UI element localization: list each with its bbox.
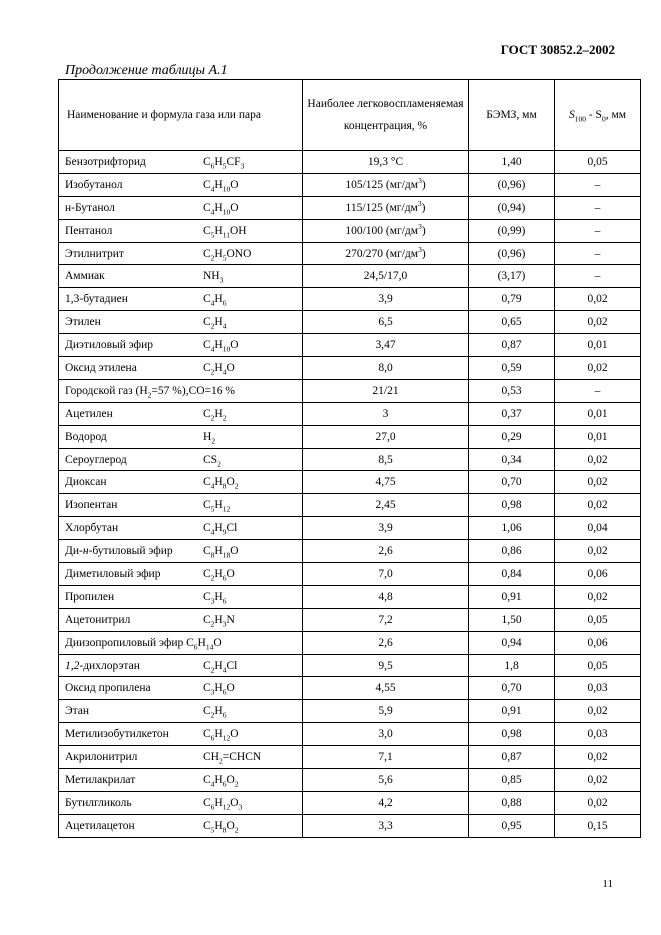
gas-name: Диэтиловый эфир: [65, 339, 154, 352]
bemz-cell: 0,95: [469, 814, 555, 837]
concentration-cell: 4,75: [303, 471, 469, 494]
bemz-cell: 0,79: [469, 288, 555, 311]
gas-name: Оксид этилена: [65, 361, 137, 374]
gas-name: Метилизобутилкетон: [65, 728, 169, 741]
s-difference-cell: –: [555, 173, 641, 196]
gas-formula: $C_6H_{12}O$: [203, 728, 239, 743]
gas-name-formula-cell: [59, 265, 303, 288]
bemz-cell: 0,37: [469, 402, 555, 425]
s-difference-cell: 0,02: [555, 288, 641, 311]
gas-name-formula-cell: [59, 196, 303, 219]
gas-name-formula-cell: [59, 151, 303, 174]
s-difference-cell: 0,06: [555, 631, 641, 654]
bemz-cell: 0,94: [469, 631, 555, 654]
bemz-cell: 0,98: [469, 494, 555, 517]
gas-name: Ацетилен: [65, 407, 113, 420]
document-code: ГОСТ 30852.2–2002: [500, 42, 615, 57]
gas-formula: $C_6H_{12}O_3$: [203, 796, 243, 812]
concentration-cell: 4,8: [303, 585, 469, 608]
gas-name: Ацетонитрил: [65, 613, 131, 626]
gas-formula: $C_4H_{10}O$: [203, 178, 239, 194]
s-difference-cell: 0,02: [555, 471, 641, 494]
gas-formula: $C_4H_9Cl$: [203, 522, 238, 537]
gas-name: Сероуглерод: [65, 453, 127, 466]
s-subscript-100: 100: [574, 114, 586, 124]
gas-name-formula-cell: [59, 723, 303, 746]
gas-name-formula-cell: [59, 173, 303, 196]
concentration-cell: 27,0: [303, 425, 469, 448]
s-difference-cell: 0,02: [555, 791, 641, 814]
concentration-cell: 2,6: [303, 540, 469, 563]
gas-name: Диметиловый эфир: [65, 567, 161, 580]
s-difference-cell: 0,03: [555, 677, 641, 700]
s-difference-cell: 0,02: [555, 311, 641, 334]
gas-formula: $C_4H_6$: [203, 293, 227, 308]
gas-formula: $CS_2$: [203, 453, 221, 468]
concentration-cell: 5,6: [303, 769, 469, 792]
header-name-formula: Наименование и формула газа или пара: [59, 80, 303, 151]
gas-formula: $C_4H_8O_2$: [203, 476, 239, 491]
gas-name-formula-cell: [59, 608, 303, 631]
gas-formula: $C_6H_5CF_3$: [203, 155, 245, 171]
gas-name: Этилен: [65, 316, 101, 329]
table-row: [59, 219, 641, 242]
bemz-cell: 0,85: [469, 769, 555, 792]
table-row: [59, 494, 641, 517]
table-row: [59, 517, 641, 540]
table-row: [59, 700, 641, 723]
gas-name-formula-cell: [59, 402, 303, 425]
table-row: [59, 631, 641, 654]
bemz-cell: (0,94): [469, 196, 555, 219]
bemz-cell: 0,91: [469, 585, 555, 608]
s-difference-cell: 0,05: [555, 654, 641, 677]
bemz-cell: 0,34: [469, 448, 555, 471]
bemz-cell: 0,91: [469, 700, 555, 723]
table-row: [59, 288, 641, 311]
concentration-cell: 115/125 $(мг/дм^3)$: [303, 196, 469, 219]
gas-name-formula-cell: [59, 219, 303, 242]
concentration-cell: 19,3 °C: [303, 151, 469, 174]
concentration-cell: 5,9: [303, 700, 469, 723]
header-bemz: БЭМЗ, мм: [469, 80, 555, 151]
s-difference-cell: 0,01: [555, 425, 641, 448]
s-difference-cell: 0,02: [555, 585, 641, 608]
s-subscript-0: 0: [601, 114, 606, 124]
gas-name-formula-cell: [59, 563, 303, 586]
s-difference-cell: –: [555, 265, 641, 288]
bemz-cell: 0,88: [469, 791, 555, 814]
table-row: [59, 791, 641, 814]
s-difference-cell: 0,01: [555, 402, 641, 425]
concentration-cell: 21/21: [303, 379, 469, 402]
s-difference-cell: 0,02: [555, 540, 641, 563]
concentration-cell: 6,5: [303, 311, 469, 334]
gas-name: Бензотрифторид: [65, 155, 146, 168]
s-difference-cell: 0,04: [555, 517, 641, 540]
bemz-cell: 0,87: [469, 746, 555, 769]
s-difference-cell: 0,02: [555, 700, 641, 723]
gas-name: Диоксан: [65, 476, 107, 489]
concentration-cell: 3,47: [303, 334, 469, 357]
gas-formula: $C_2H_2$: [203, 407, 227, 423]
concentration-cell: 3,3: [303, 814, 469, 837]
s-separator: - S: [585, 109, 602, 121]
concentration-cell: 2,6: [303, 631, 469, 654]
bemz-cell: 0,86: [469, 540, 555, 563]
gas-name-formula-cell: [59, 585, 303, 608]
gas-name: 1,2-дихлорэтан: [65, 659, 140, 672]
gas-formula: $C_4H_{10}O$: [203, 339, 239, 354]
bemz-cell: (0,96): [469, 173, 555, 196]
gas-formula: $C_5H_{11}OH$: [203, 224, 247, 239]
concentration-cell: 24,5/17,0: [303, 265, 469, 288]
concentration-cell: 2,45: [303, 494, 469, 517]
table-row: [59, 357, 641, 380]
s-difference-cell: 0,02: [555, 448, 641, 471]
gas-formula: $C_2H_4$: [203, 316, 227, 331]
gas-name-formula-cell: [59, 288, 303, 311]
gas-formula: $C_5H_{12}$: [203, 499, 231, 514]
table-row: [59, 151, 641, 174]
table-row: [59, 448, 641, 471]
gas-name-formula-cell: [59, 631, 303, 654]
bemz-cell: 1,40: [469, 151, 555, 174]
gas-formula: $C_4H_6O_2$: [203, 773, 239, 789]
gas-name-formula-cell: [59, 334, 303, 357]
bemz-cell: 0,98: [469, 723, 555, 746]
gas-name-formula-cell: [59, 311, 303, 334]
bemz-cell: 0,59: [469, 357, 555, 380]
gas-formula: $C_2H_6O$: [203, 567, 235, 583]
s-difference-cell: 0,15: [555, 814, 641, 837]
table-row: [59, 265, 641, 288]
gas-name: Этан: [65, 705, 90, 718]
concentration-cell: 105/125 $(мг/дм^3)$: [303, 173, 469, 196]
table-row: [59, 196, 641, 219]
gas-formula: $CH_2=CHCN$: [203, 751, 262, 766]
concentration-cell: 3: [303, 402, 469, 425]
gas-name-formula-cell: [59, 425, 303, 448]
s-unit: , мм: [605, 109, 627, 121]
concentration-cell: 3,0: [303, 723, 469, 746]
concentration-cell: 3,9: [303, 288, 469, 311]
gas-name-formula-cell: [59, 746, 303, 769]
gas-name: Ди-н-бутиловый эфир: [65, 545, 173, 558]
gas-formula: $C_2H_4Cl$: [203, 659, 238, 674]
gas-properties-table: [58, 79, 641, 838]
gas-name-formula-cell: [59, 540, 303, 563]
gas-name: Изобутанол: [65, 178, 123, 191]
s-difference-cell: –: [555, 219, 641, 242]
table-row: [59, 769, 641, 792]
gas-name-formula-cell: [59, 700, 303, 723]
gas-name-formula-cell: [59, 517, 303, 540]
concentration-cell: 4,55: [303, 677, 469, 700]
table-row: [59, 677, 641, 700]
table-row: [59, 563, 641, 586]
concentration-cell: 270/270 $(мг/дм^3)$: [303, 242, 469, 265]
bemz-cell: 0,65: [469, 311, 555, 334]
header-s100-s0: [555, 80, 641, 151]
s-symbol: S: [568, 109, 575, 121]
gas-formula: $H_2$: [203, 430, 216, 445]
table-row: [59, 173, 641, 196]
gas-name-formula-cell: [59, 654, 303, 677]
gas-name-formula-cell: [59, 357, 303, 380]
s-difference-cell: 0,05: [555, 608, 641, 631]
table-row: [59, 379, 641, 402]
table-row: [59, 471, 641, 494]
gas-name: Изопентан: [65, 499, 118, 512]
s-difference-cell: 0,02: [555, 769, 641, 792]
table-row: [59, 311, 641, 334]
bemz-cell: 0,29: [469, 425, 555, 448]
table-row: [59, 540, 641, 563]
s-difference-cell: –: [555, 196, 641, 219]
table-row: [59, 654, 641, 677]
bemz-cell: 1,50: [469, 608, 555, 631]
gas-formula: $C_3H_6$: [203, 590, 227, 606]
gas-formula: $C_8H_{18}O$: [203, 545, 239, 560]
gas-name: Городской газ ($H_2=57$ %),CO=16 %: [65, 384, 235, 400]
bemz-cell: 0,70: [469, 471, 555, 494]
gas-name: Оксид пропилена: [65, 682, 151, 695]
gas-name-formula-cell: [59, 471, 303, 494]
s-difference-cell: 0,02: [555, 494, 641, 517]
gas-name-formula-cell: [59, 448, 303, 471]
gas-name: Ацетилацетон: [65, 819, 135, 832]
gas-name: Бутилгликоль: [65, 796, 132, 809]
gas-formula: $C_2H_6$: [203, 705, 227, 720]
concentration-cell: 3,9: [303, 517, 469, 540]
table-row: [59, 608, 641, 631]
bemz-cell: (0,99): [469, 219, 555, 242]
s-difference-cell: 0,05: [555, 151, 641, 174]
gas-name-formula-cell: [59, 242, 303, 265]
table-row: [59, 242, 641, 265]
concentration-cell: 7,0: [303, 563, 469, 586]
s-difference-cell: –: [555, 379, 641, 402]
table-row: [59, 585, 641, 608]
bemz-cell: 0,87: [469, 334, 555, 357]
table-row: [59, 425, 641, 448]
bemz-cell: 1,06: [469, 517, 555, 540]
concentration-cell: 9,5: [303, 654, 469, 677]
table-caption: Продолжение таблицы А.1: [65, 63, 228, 78]
table-row: [59, 334, 641, 357]
s-difference-cell: 0,03: [555, 723, 641, 746]
bemz-cell: 1,8: [469, 654, 555, 677]
table-row: [59, 723, 641, 746]
concentration-cell: 8,5: [303, 448, 469, 471]
gas-name: Пентанол: [65, 224, 113, 237]
gas-formula: $C_5H_8O_2$: [203, 819, 239, 835]
table-row: [59, 746, 641, 769]
gas-formula: $NH_3$: [203, 270, 224, 285]
gas-name-formula-cell: [59, 494, 303, 517]
gas-name-formula-cell: [59, 791, 303, 814]
bemz-cell: 0,84: [469, 563, 555, 586]
s-difference-cell: –: [555, 242, 641, 265]
concentration-cell: 100/100 $(мг/дм^3)$: [303, 219, 469, 242]
table-header-row: [59, 80, 641, 151]
gas-name: Диизопропиловый эфир $C_6H_{14}O$: [65, 636, 222, 651]
s-difference-cell: 0,02: [555, 746, 641, 769]
gas-name: 1,3-бутадиен: [65, 293, 128, 306]
bemz-cell: (0,96): [469, 242, 555, 265]
gas-formula: $C_2H_3N$: [203, 613, 235, 629]
concentration-cell: 7,1: [303, 746, 469, 769]
gas-name: Водород: [65, 430, 107, 443]
header-concentration: Наиболее легковоспламеняемая концентрация, %: [303, 80, 469, 151]
page-number: 11: [602, 878, 613, 890]
s-difference-cell: 0,06: [555, 563, 641, 586]
gas-name-formula-cell: [59, 814, 303, 837]
gas-formula: $C_3H_6O$: [203, 682, 235, 697]
table-row: [59, 402, 641, 425]
table-row: [59, 814, 641, 837]
gas-name: Метилакрилат: [65, 773, 136, 786]
bemz-cell: 0,53: [469, 379, 555, 402]
gas-name-formula-cell: [59, 769, 303, 792]
gas-name: н-Бутанол: [65, 201, 115, 214]
s-difference-cell: 0,02: [555, 357, 641, 380]
bemz-cell: (3,17): [469, 265, 555, 288]
bemz-cell: 0,70: [469, 677, 555, 700]
gas-formula: $C_4H_{10}O$: [203, 201, 239, 217]
concentration-cell: 4,2: [303, 791, 469, 814]
concentration-cell: 8,0: [303, 357, 469, 380]
gas-formula: $C_2H_5ONO$: [203, 247, 252, 262]
gas-formula: $C_2H_4O$: [203, 361, 235, 377]
gas-name: Аммиак: [65, 270, 105, 283]
gas-name-formula-cell: [59, 677, 303, 700]
gas-name-formula-cell: [59, 379, 303, 402]
gas-name: Акрилонитрил: [65, 751, 138, 764]
gas-name: Этилнитрит: [65, 247, 124, 260]
concentration-cell: 7,2: [303, 608, 469, 631]
s-difference-cell: 0,01: [555, 334, 641, 357]
gas-name: Пропилен: [65, 590, 115, 603]
gas-name: Хлорбутан: [65, 522, 119, 535]
